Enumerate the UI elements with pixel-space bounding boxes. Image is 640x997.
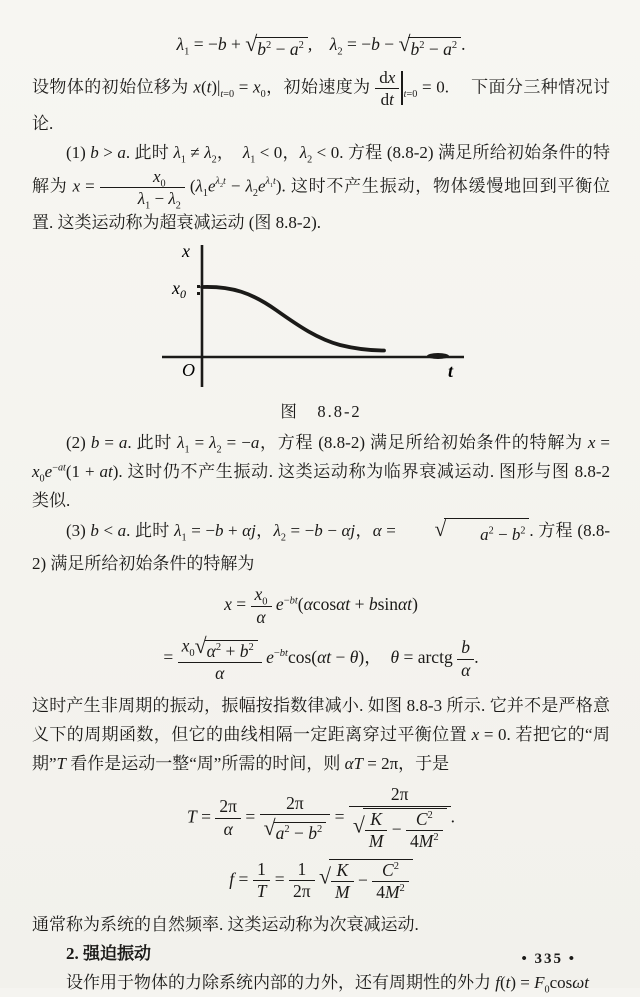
equation-natural-frequency: f = $\frac{1}{T}$ = $\frac{1}{2\pi}$ √ $\frac{K}{M}$ − $\frac{C^2}{4M^2}$ xyxy=(32,859,610,903)
initial-displacement-label: $x_0$ xyxy=(172,277,186,301)
paragraph-case2-critical: (2) b = a. 此时 $\lambda_1 = \lambda_2 = -a$，方程 (8.8-2) 满足所给初始条件的特解为 $x = x_0e^{-at}(1 + at)$. 这时仍不产生振动. 这类运动称为临界衰减运动. 图形与图 8.8-2 类似. xyxy=(32,432,611,510)
y-axis-label: x xyxy=(182,240,190,261)
paragraph-natural-frequency: 通常称为系统的自然频率. 这类运动称为次衰减运动. xyxy=(32,915,419,935)
equation-lambda-roots: $\lambda_1 = -b$ + √ $b^2 - a^2$ , $\lambda_2 = -b$ − √ $b^2 - a^2$ . xyxy=(176,32,466,59)
equation-solution-amplitude-phase: = $\frac{x_0√ \alpha^2 + b^2}{\alpha}$ $e^{-bt}\cos(\alpha t - \theta)$， θ = arctg $\frac{b}{\alpha}$ . xyxy=(163,634,479,684)
heading-forced-vibration: 2. 强迫振动 xyxy=(66,944,151,964)
figure-caption: 图 8.8-2 xyxy=(280,401,362,421)
paragraph-aperiodic-oscillation: 这时产生非周期的振动，振幅按指数律减小. 如图 8.8-3 所示. 它并不是严格意义下的周期函数，但它的曲线相隔一定距离穿过平衡位置 x = 0. 若把它的“周期”T 看作是运动一整“周”所需的时间，则 αT = 2π，于是 xyxy=(32,696,610,774)
equation-solution-trig: x = $\frac{x_0}{\alpha}$ $e^{-bt}(\alpha\cos\alpha t + bsin\alpha t)$ xyxy=(224,584,418,627)
decay-curve-plot xyxy=(156,241,486,391)
t-axis-label: t xyxy=(448,360,454,381)
axis-arrow-smudge xyxy=(427,353,449,359)
paragraph-case3-underdamped: (3) b < a. 此时 $\lambda_1 = -b + \alpha j$，$\lambda_2 = -b - \alpha j$，α = √ $a^2 - b^2$ . 方程 (8.8-2) 满足所给初始条件的特解为 xyxy=(32,516,611,574)
paragraph-case1-overdamped: (1) b > a. 此时 $\lambda_1 \ne \lambda_2$， $\lambda_1 < 0$，$\lambda_2 < 0$. 方程 (8.8-2) 满足所给初始条件的特解为 x = $\frac{x_0}{\lambda_1 - \lambda_2}$ $(\lambda_1e^{\lambda_2t} - \lambda_2e^{\lambda_1t})$. 这时不产生振动，物体缓慢地回到平衡位置. 这类运动称为超衰减运动 (图 8.8-2). xyxy=(32,142,611,232)
origin-label: O xyxy=(182,359,195,380)
x0-tick-dot xyxy=(197,292,200,295)
paragraph-initial-conditions: 设物体的初始位移为 $x(t)|_{t=0} = x_0$，初始速度为 $\frac{dx}{dt}$ $_{t=0}$ = 0. 下面分三种情况讨论. xyxy=(32,67,610,133)
page-number: • 335 • xyxy=(521,951,576,967)
figure-8-8-2 xyxy=(156,241,486,396)
paragraph-forced-vibration-intro: 设作用于物体的力除系统内部的力外，还有周期性的外力 $f(t) = F_0\cos\omega t$ xyxy=(66,973,590,996)
x0-tick-dot xyxy=(197,285,200,288)
equation-period: T = $\frac{2\pi}{\alpha}$ = $\frac{2\pi}{√ a^2 - b^2}$ = 2π √ $\frac{K}{M}$ − $\frac{C^2}{4M^2}$ . xyxy=(187,784,455,852)
overdamped-decay-curve xyxy=(202,287,384,351)
